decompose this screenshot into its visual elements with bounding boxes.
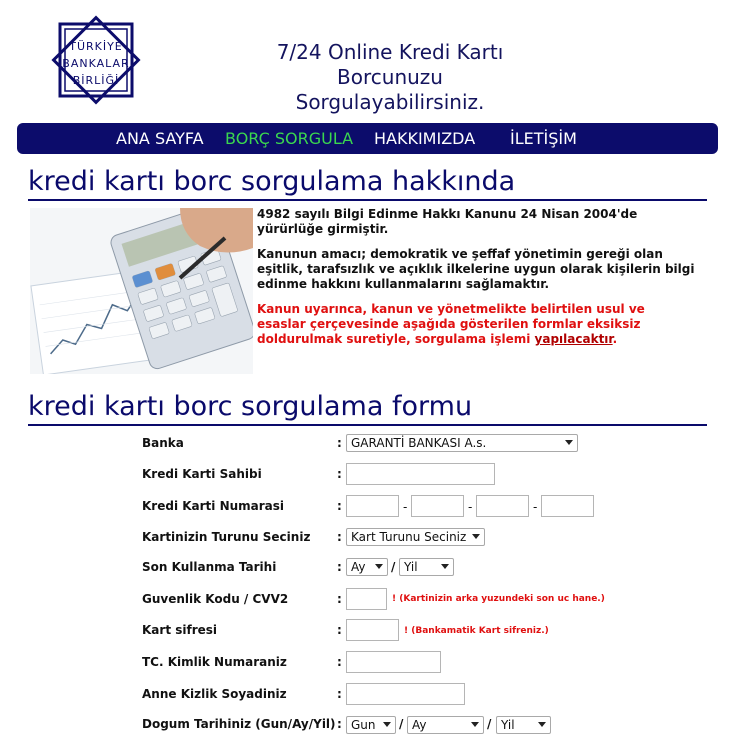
card-number-dash-1: -	[403, 500, 408, 514]
bank-select-value: GARANTİ BANKASI A.s.	[351, 436, 487, 450]
expiry-label: Son Kullanma Tarihi	[142, 560, 277, 574]
holder-input[interactable]	[346, 463, 495, 485]
cvv-input[interactable]	[346, 588, 387, 610]
expiry-slash: /	[391, 560, 396, 574]
logo-line-2: BANKALAR	[62, 57, 130, 70]
cvv-hint: ! (Kartinizin arka yuzundeki son uc hane.)	[392, 594, 605, 604]
bank-colon: :	[337, 436, 342, 450]
chevron-down-icon	[538, 722, 546, 727]
mother-label: Anne Kizlik Soyadiniz	[142, 687, 287, 701]
expiry-month-select[interactable]	[346, 558, 388, 576]
card-number-part-2[interactable]	[411, 495, 464, 517]
pin-input[interactable]	[346, 619, 399, 641]
chevron-down-icon	[471, 722, 479, 727]
nav-item-borc-sorgula[interactable]: BORÇ SORGULA	[225, 129, 354, 148]
about-paragraph-2: Kanunun amacı; demokratik ve şeffaf yönetimin gereği olan eşitlik, tarafsızlık ve açıklık ilkelerine uygun olarak kişilerin bilgi edinme hakkını kullanmalarını sağlamaktır.	[257, 247, 695, 291]
holder-colon: :	[337, 467, 342, 481]
expiry-month-value: Ay	[351, 560, 366, 574]
dob-slash-2: /	[487, 717, 492, 731]
about-paragraph-3-text: Kanun uyarınca, kanun ve yönetmelikte belirtilen usul ve esaslar çerçevesinde aşağıda gösterilen formlar eksiksiz doldurulmak suretiyle, sorgulama işlemi	[257, 302, 645, 346]
cvv-colon: :	[337, 592, 342, 606]
chevron-down-icon	[383, 722, 391, 727]
card-number-part-3[interactable]	[476, 495, 529, 517]
dob-colon: :	[337, 717, 342, 731]
about-paragraph-1: 4982 sayılı Bilgi Edinme Hakkı Kanunu 24 Nisan 2004'de yürürlüğe girmiştir.	[257, 207, 638, 236]
bank-label: Banka	[142, 436, 184, 450]
about-paragraph-3-end: .	[612, 332, 618, 346]
about-link-yapilacaktir[interactable]: yapılacaktır	[534, 332, 613, 346]
tc-colon: :	[337, 655, 342, 669]
main-nav	[17, 123, 718, 154]
card-number-dash-2: -	[468, 500, 473, 514]
expiry-year-select[interactable]	[399, 558, 454, 576]
card-number-dash-3: -	[533, 500, 538, 514]
dob-label: Dogum Tarihiniz (Gun/Ay/Yil)	[142, 717, 336, 731]
tagline-line-1: 7/24 Online Kredi Kartı Borcunuzu	[276, 40, 504, 89]
dob-year-value: Yil	[501, 718, 515, 732]
pin-hint: ! (Bankamatik Kart sifreniz.)	[404, 626, 549, 636]
logo-line-3: BİRLİĞİ	[72, 74, 120, 87]
card-type-label: Kartinizin Turunu Seciniz	[142, 530, 311, 544]
about-paragraph-3	[257, 302, 697, 347]
about-title: kredi kartı borc sorgulama hakkında	[28, 166, 707, 201]
card-number-part-1[interactable]	[346, 495, 399, 517]
chevron-down-icon	[565, 440, 573, 445]
dob-year-select[interactable]	[496, 716, 551, 734]
expiry-colon: :	[337, 560, 342, 574]
expiry-year-value: Yil	[404, 560, 418, 574]
cvv-label: Guvenlik Kodu / CVV2	[142, 592, 289, 606]
chevron-down-icon	[375, 564, 383, 569]
card-type-select[interactable]	[346, 528, 485, 546]
pin-colon: :	[337, 623, 342, 637]
tbb-logo	[42, 6, 150, 114]
nav-item-ana-sayfa[interactable]: ANA SAYFA	[116, 129, 204, 148]
dob-month-value: Ay	[412, 718, 427, 732]
dob-month-select[interactable]	[407, 716, 484, 734]
card-number-part-4[interactable]	[541, 495, 594, 517]
chevron-down-icon	[472, 534, 480, 539]
tc-input[interactable]	[346, 651, 441, 673]
dob-day-select[interactable]	[346, 716, 396, 734]
bank-select[interactable]	[346, 434, 578, 452]
card-number-colon: :	[337, 499, 342, 513]
card-type-colon: :	[337, 530, 342, 544]
card-type-select-value: Kart Turunu Seciniz	[351, 530, 467, 544]
nav-item-hakkimizda[interactable]: HAKKIMIZDA	[374, 129, 476, 148]
pin-label: Kart sifresi	[142, 623, 218, 637]
calculator-photo	[30, 208, 253, 374]
header-tagline	[240, 40, 540, 115]
card-number-label: Kredi Karti Numarasi	[142, 499, 285, 513]
tagline-line-2: Sorgulayabilirsiniz.	[295, 90, 485, 114]
nav-item-iletisim[interactable]: İLETİŞİM	[510, 129, 577, 148]
logo-line-1: TÜRKİYE	[69, 40, 123, 53]
mother-colon: :	[337, 687, 342, 701]
tc-label: TC. Kimlik Numaraniz	[142, 655, 287, 669]
chevron-down-icon	[441, 564, 449, 569]
holder-label: Kredi Karti Sahibi	[142, 467, 262, 481]
form-title: kredi kartı borc sorgulama formu	[28, 391, 707, 426]
dob-day-value: Gun	[351, 718, 376, 732]
about-text	[257, 207, 697, 357]
mother-input[interactable]	[346, 683, 465, 705]
dob-slash-1: /	[399, 717, 404, 731]
